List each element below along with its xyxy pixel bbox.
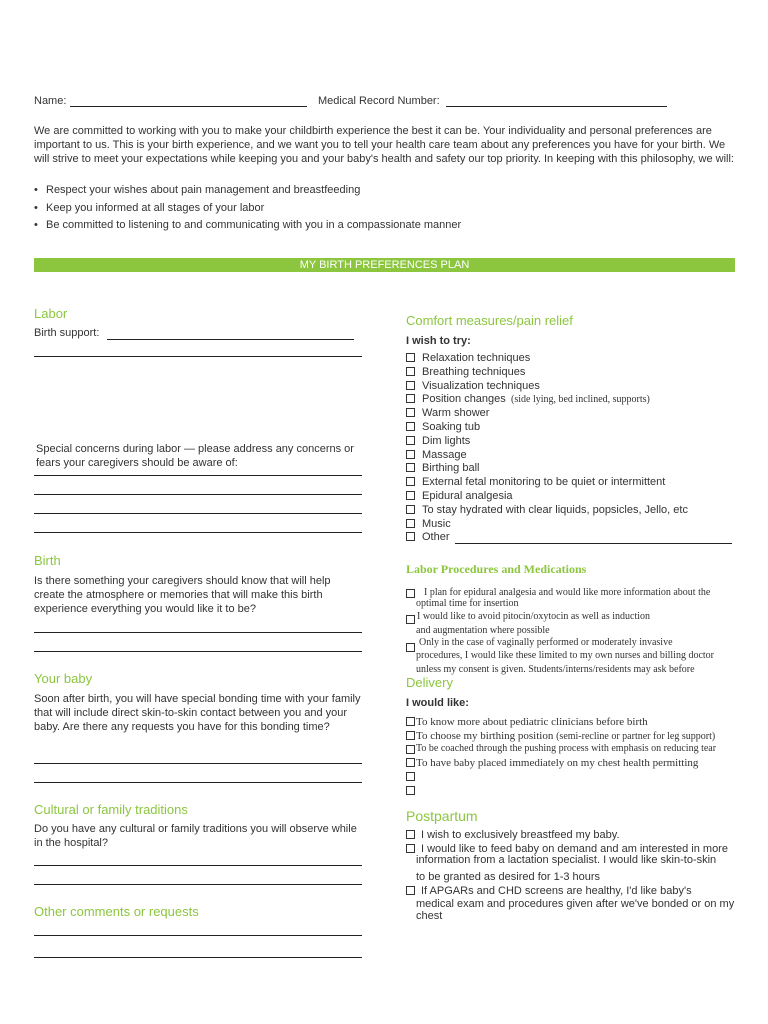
- comfort-item-11-checkbox[interactable]: [406, 491, 415, 500]
- baby-line-1[interactable]: [34, 763, 362, 764]
- comfort-title: Comfort measures/pain relief: [406, 313, 573, 328]
- delivery-6-checkbox[interactable]: [406, 786, 415, 795]
- comfort-item-5-label: Warm shower: [422, 407, 490, 420]
- plan-banner: MY BIRTH PREFERENCES PLAN: [34, 258, 735, 272]
- postpartum-3-checkbox[interactable]: [406, 886, 415, 895]
- postpartum-2-checkbox[interactable]: [406, 844, 415, 853]
- delivery-4-checkbox[interactable]: [406, 758, 415, 767]
- baby-line-2[interactable]: [34, 782, 362, 783]
- postpartum-2-text: I would like to feed baby on demand and am interested in more: [421, 843, 728, 855]
- birth-support-label: Birth support:: [34, 327, 100, 339]
- birth-support-line-2[interactable]: [34, 356, 362, 357]
- bullet-3: • Be committed to listening to and communicating with you in a compassionate manner: [34, 219, 462, 231]
- comfort-item-13-label: Music: [422, 517, 451, 530]
- comfort-item-8-checkbox[interactable]: [406, 450, 415, 459]
- comfort-other-field[interactable]: [455, 543, 732, 544]
- comfort-item-11-label: Epidural analgesia: [422, 490, 513, 502]
- delivery-3-checkbox[interactable]: [406, 745, 415, 754]
- intro-paragraph: We are committed to working with you to make your childbirth experience the best it can be. Your individuality and personal preferences are important to us. This is your birth experience, and we want you to tell your health care team about any preferences you have for your birth. We will strive to meet your expectations while keeping you and your baby's health and safety our top priority. In keeping with this philosophy, we will:: [34, 125, 734, 165]
- postpartum-2-text-2: information from a lactation specialist. I would like skin-to-skin: [416, 854, 717, 866]
- mrn-field[interactable]: [446, 106, 667, 107]
- postpartum-title: Postpartum: [406, 808, 478, 824]
- comfort-item-12-label: To stay hydrated with clear liquids, popsicles, Jello, etc: [422, 503, 688, 516]
- procedure-1-text-2: optimal time for insertion: [416, 598, 519, 609]
- comfort-item-7-checkbox[interactable]: [406, 436, 415, 445]
- concerns-line-1[interactable]: [34, 475, 362, 476]
- procedure-3-checkbox[interactable]: [406, 643, 415, 652]
- comfort-item-14-checkbox[interactable]: [406, 532, 415, 541]
- procedure-3-text: Only in the case of vaginally performed or moderately invasive: [419, 637, 673, 648]
- postpartum-2-text-3: to be granted as desired for 1-3 hours: [416, 871, 601, 883]
- comfort-item-5-checkbox[interactable]: [406, 408, 415, 417]
- comfort-item-3-label: Visualization techniques: [422, 379, 540, 392]
- postpartum-1-text: I wish to exclusively breastfeed my baby.: [421, 829, 620, 841]
- comfort-subtitle: I wish to try:: [406, 335, 471, 347]
- birth-prompt: Is there something your caregivers should know that will help create the atmosphere or memories that will make this birth experience everything you would like it to be?: [34, 575, 331, 615]
- postpartum-3-text: If APGARs and CHD screens are healthy, I'd like baby's: [421, 885, 692, 897]
- delivery-2-checkbox[interactable]: [406, 731, 415, 740]
- cultural-line-2[interactable]: [34, 884, 362, 885]
- birth-support-field[interactable]: [107, 339, 354, 340]
- postpartum-3-text-3: chest: [416, 910, 443, 922]
- comfort-item-7-label: Dim lights: [422, 434, 471, 447]
- birth-line-1[interactable]: [34, 632, 362, 633]
- birth-title: Birth: [34, 553, 61, 568]
- your-baby-prompt: Soon after birth, you will have special bonding time with your family that will include direct skin-to-skin contact between you and your baby. Are there any requests you have for this bonding time?: [34, 693, 361, 733]
- delivery-2-text-main: To choose my birthing position: [416, 730, 554, 742]
- comfort-item-6-label: Soaking tub: [422, 421, 481, 433]
- procedure-1-checkbox[interactable]: [406, 589, 415, 598]
- comfort-item-14-label: Other: [422, 531, 450, 544]
- procedure-1-text: I plan for epidural analgesia and would like more information about the: [424, 587, 711, 598]
- bullet-1-text: Respect your wishes about pain management and breastfeeding: [46, 184, 361, 196]
- delivery-5-checkbox[interactable]: [406, 772, 415, 781]
- concerns-line-3[interactable]: [34, 513, 362, 514]
- delivery-3-text: To be coached through the pushing process with emphasis on reducing tear: [416, 743, 717, 754]
- comfort-item-3-checkbox[interactable]: [406, 381, 415, 390]
- delivery-title: Delivery: [406, 675, 453, 690]
- procedure-2-checkbox[interactable]: [406, 615, 415, 624]
- concerns-line-2[interactable]: [34, 494, 362, 495]
- comfort-item-12-checkbox[interactable]: [406, 505, 415, 514]
- comfort-item-6-checkbox[interactable]: [406, 422, 415, 431]
- comfort-item-1-label: Relaxation techniques: [422, 352, 531, 364]
- bullet-2-text: Keep you informed at all stages of your labor: [46, 202, 265, 214]
- procedures-title: Labor Procedures and Medications: [406, 562, 587, 576]
- delivery-4-text: To have baby placed immediately on my chest health permitting: [416, 757, 699, 769]
- labor-concerns-prompt: Special concerns during labor — please address any concerns or fears your caregivers should be aware of:: [36, 443, 354, 469]
- procedure-3-text-3: unless my consent is given. Students/interns/residents may ask before: [416, 664, 695, 675]
- bullet-1: • Respect your wishes about pain management and breastfeeding: [34, 184, 361, 196]
- delivery-1-text: To know more about pediatric clinicians before birth: [416, 716, 648, 728]
- position-changes-note: (side lying, bed inclined, supports): [511, 394, 650, 406]
- comfort-item-10-checkbox[interactable]: [406, 477, 415, 486]
- birth-line-2[interactable]: [34, 651, 362, 652]
- comfort-item-9-label: Birthing ball: [422, 462, 480, 475]
- comfort-item-10-label: External fetal monitoring to be quiet or intermittent: [422, 476, 666, 489]
- comfort-item-2-checkbox[interactable]: [406, 367, 415, 376]
- labor-title: Labor: [34, 306, 68, 321]
- comfort-item-4-checkbox[interactable]: [406, 394, 415, 403]
- comfort-item-9-checkbox[interactable]: [406, 463, 415, 472]
- delivery-2-text-note: (semi-recline or partner for leg support): [556, 731, 716, 742]
- comfort-item-4-label: Position changes: [422, 393, 506, 406]
- comfort-item-2-label: Breathing techniques: [422, 365, 526, 378]
- other-title: Other comments or requests: [34, 904, 199, 919]
- procedure-2-text: I would like to avoid pitocin/oxytocin as well as induction: [417, 611, 651, 622]
- other-line-1[interactable]: [34, 935, 362, 936]
- other-line-2[interactable]: [34, 957, 362, 958]
- your-baby-title: Your baby: [34, 671, 93, 686]
- comfort-item-13-checkbox[interactable]: [406, 519, 415, 528]
- delivery-2-text: [416, 730, 715, 742]
- cultural-title: Cultural or family traditions: [34, 802, 188, 817]
- name-field[interactable]: [70, 106, 307, 107]
- comfort-item-1-checkbox[interactable]: [406, 353, 415, 362]
- comfort-item-8-label: Massage: [422, 448, 467, 461]
- bullet-2: • Keep you informed at all stages of your labor: [34, 202, 265, 214]
- cultural-line-1[interactable]: [34, 865, 362, 866]
- mrn-label: Medical Record Number:: [318, 95, 440, 107]
- name-label: Name:: [34, 95, 67, 107]
- cultural-prompt: Do you have any cultural or family traditions you will observe while in the hospital?: [34, 823, 357, 849]
- procedure-2-text-2: and augmentation where possible: [416, 625, 550, 636]
- delivery-1-checkbox[interactable]: [406, 717, 415, 726]
- postpartum-1-checkbox[interactable]: [406, 830, 415, 839]
- concerns-line-4[interactable]: [34, 532, 362, 533]
- delivery-subtitle: I would like:: [406, 697, 469, 709]
- procedure-3-text-2: procedures, I would like these limited to my own nurses and billing doctor: [416, 650, 714, 661]
- bullet-3-text: Be committed to listening to and communicating with you in a compassionate manner: [46, 219, 462, 231]
- postpartum-3-text-2: medical exam and procedures given after we've bonded or on my: [416, 898, 735, 910]
